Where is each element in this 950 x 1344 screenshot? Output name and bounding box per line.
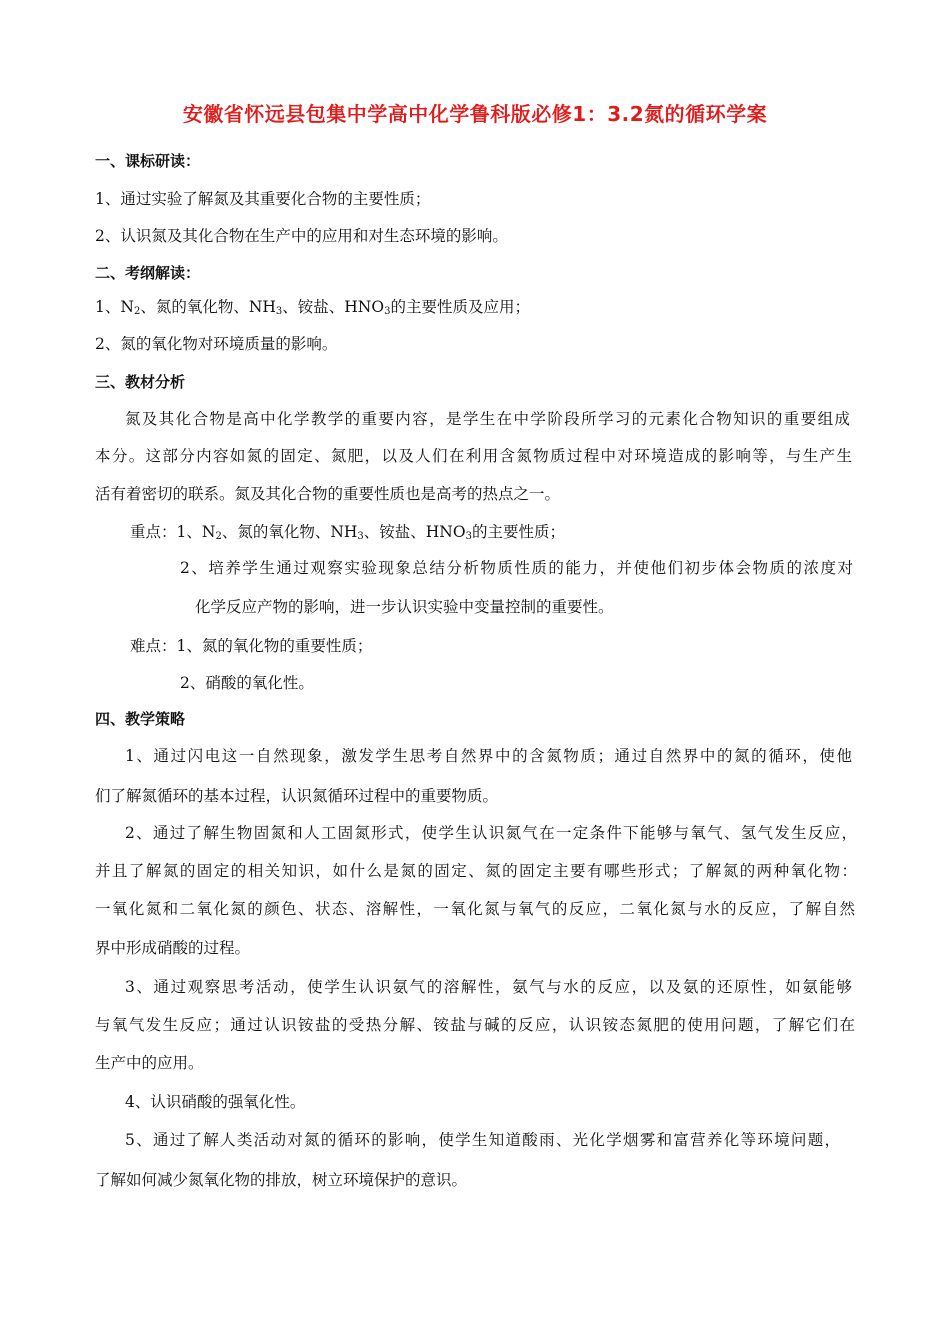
strategy-paragraph-line: 4、认识硝酸的强氧化性。 <box>125 1093 306 1111</box>
document-title: 安徽省怀远县包集中学高中化学鲁科版必修1：3.2氮的循环学案 <box>182 102 768 126</box>
syllabus-item-2: 2、氮的氧化物对环境质量的影响。 <box>95 335 338 353</box>
textbook-paragraph-line: 氮及其化合物是高中化学教学的重要内容，是学生在中学阶段所学习的元素化合物知识的重要组成 <box>125 410 850 428</box>
strategy-paragraph-line: 并且了解氮的固定的相关知识，如什么是氮的固定、氮的固定主要有哪些形式；了解氮的两种氧化物： <box>95 862 857 880</box>
key-point-2-line: 2、培养学生通过观察实验现象总结分析物质性质的能力，并使他们初步体会物质的浓度对 <box>180 559 853 577</box>
strategy-paragraph-line: 一氧化氮和二氧化氮的颜色、状态、溶解性，一氧化氮与氧气的反应，二氧化氮与水的反应，了解自然 <box>95 900 855 918</box>
difficulty-1: 难点：1、氮的氧化物的重要性质； <box>130 637 373 655</box>
section-heading-curriculum: 一、课标研读： <box>95 152 201 170</box>
strategy-paragraph-line: 生产中的应用。 <box>95 1054 204 1072</box>
strategy-paragraph-line: 们了解氮循环的基本过程，认识氮循环过程中的重要物质。 <box>95 787 499 805</box>
section-heading-syllabus: 二、考纲解读： <box>95 264 201 282</box>
key-point-1: 重点：1、$N_2$、氮的氧化物、$NH_3$、铵盐、$HNO_3$的主要性质； <box>130 523 565 542</box>
strategy-paragraph-line: 2、通过了解生物固氮和人工固氮形式，使学生认识氮气在一定条件下能够与氧气、氢气发生反应， <box>125 824 857 842</box>
strategy-paragraph-line: 与氧气发生反应；通过认识铵盐的受热分解、铵盐与碱的反应，认识铵态氮肥的使用问题，了解它们在 <box>95 1016 855 1034</box>
strategy-paragraph-line: 3、通过观察思考活动，使学生认识氨气的溶解性，氨气与水的反应，以及氨的还原性，如氨能够 <box>125 978 852 996</box>
strategy-paragraph-line: 5、通过了解人类活动对氮的循环的影响，使学生知道酸雨、光化学烟雾和富营养化等环境问题， <box>125 1131 840 1149</box>
curriculum-item-1: 1、通过实验了解氮及其重要化合物的主要性质； <box>95 190 431 208</box>
strategy-paragraph-line: 了解如何减少氮氧化物的排放，树立环境保护的意识。 <box>95 1171 468 1189</box>
section-heading-textbook: 三、教材分析 <box>95 373 186 391</box>
textbook-paragraph-line: 本分。这部分内容如氮的固定、氮肥，以及人们在利用含氮物质过程中对环境造成的影响等，与生产生 <box>95 447 852 465</box>
strategy-paragraph-line: 1、通过闪电这一自然现象，激发学生思考自然界中的含氮物质；通过自然界中的氮的循环，使他 <box>125 747 852 765</box>
syllabus-item-1: 1、$N_2$、氮的氧化物、$NH_3$、铵盐、$HNO_3$的主要性质及应用； <box>95 298 530 317</box>
curriculum-item-2: 2、认识氮及其化合物在生产中的应用和对生态环境的影响。 <box>95 227 508 245</box>
key-point-2-line: 化学反应产物的影响，进一步认识实验中变量控制的重要性。 <box>195 598 614 616</box>
strategy-paragraph-line: 界中形成硝酸的过程。 <box>95 939 251 957</box>
section-heading-strategy: 四、教学策略 <box>95 710 186 728</box>
textbook-paragraph-line: 活有着密切的联系。氮及其化合物的重要性质也是高考的热点之一。 <box>95 485 561 503</box>
difficulty-2: 2、硝酸的氧化性。 <box>180 674 314 692</box>
